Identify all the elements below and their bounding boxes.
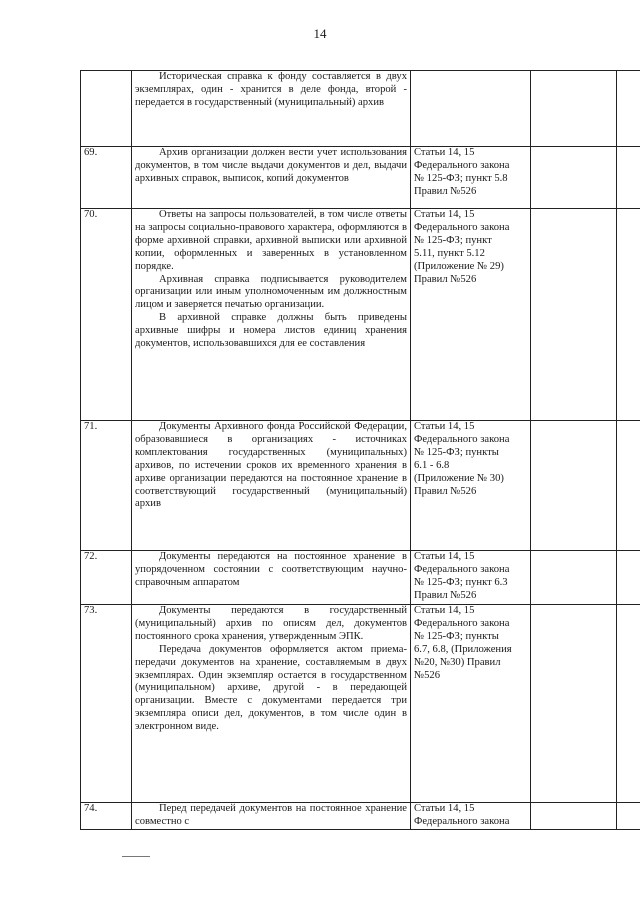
requirement-paragraph: Перед передачей документов на постоянное хранение совместно с bbox=[135, 803, 407, 827]
legal-reference-line: Статьи 14, 15 bbox=[414, 421, 475, 432]
legal-reference-line: Статьи 14, 15 bbox=[414, 803, 475, 814]
legal-reference-line: Федерального закона bbox=[414, 815, 510, 827]
table-row bbox=[81, 421, 640, 551]
requirement-paragraph: Передача документов оформляется актом приема-передачи документов на хранение, составляемым в двух экземплярах. Один экземпляр остается в государственном (муниципальном) архиве, другой - в передающей организации. Вместе с документами передается три экземпляра описи дел, документов, в том числе один в электронном виде. bbox=[135, 643, 407, 733]
requirement-text bbox=[132, 551, 411, 605]
requirement-text bbox=[132, 605, 411, 803]
legal-reference-line: Правил №526 bbox=[414, 273, 477, 285]
empty-cell bbox=[617, 209, 640, 421]
legal-reference-line: № 125-ФЗ; пункты bbox=[414, 630, 499, 642]
row-number: 74. bbox=[81, 803, 132, 830]
row-number: 72. bbox=[81, 551, 132, 605]
legal-reference-line: Статьи 14, 15 bbox=[414, 605, 475, 616]
empty-cell bbox=[531, 71, 617, 147]
footer-mark bbox=[122, 856, 150, 857]
empty-cell bbox=[617, 551, 640, 605]
legal-reference-line: Федерального закона bbox=[414, 221, 510, 233]
requirement-paragraph: Ответы на запросы пользователей, в том числе ответы на запросы социально-правового характера, оформляются в форме архивной справки, архивной выписки или архивной копии, оформленных и заверенных в установленном порядке. bbox=[135, 209, 407, 272]
requirement-paragraph: Архивная справка подписывается руководителем организации или иным уполномоченным им должностным лицом и заверяется печатью организации. bbox=[135, 273, 407, 311]
table-body bbox=[81, 71, 640, 830]
table-row bbox=[81, 147, 640, 209]
requirement-paragraph: Документы передаются в государственный (муниципальный) архив по описям дел, документов постоянного срока хранения, утвержденным ЭПК. bbox=[135, 605, 407, 642]
legal-reference-line: № 125-ФЗ; пункт 6.3 bbox=[414, 576, 508, 588]
empty-cell bbox=[617, 147, 640, 209]
legal-reference-line: Правил №526 bbox=[414, 185, 477, 197]
legal-reference-line: (Приложение № 29) bbox=[414, 260, 504, 272]
empty-cell bbox=[531, 803, 617, 830]
legal-reference-line: №526 bbox=[414, 669, 440, 681]
empty-cell bbox=[617, 421, 640, 551]
legal-reference-line: Федерального закона bbox=[414, 617, 510, 629]
legal-reference bbox=[411, 147, 531, 209]
legal-reference bbox=[411, 605, 531, 803]
legal-reference bbox=[411, 551, 531, 605]
row-number: 71. bbox=[81, 421, 132, 551]
table-row bbox=[81, 551, 640, 605]
requirement-paragraph: Историческая справка к фонду составляется в двух экземплярах, один - хранится в деле фонда, второй - передается в государственный (муниципальный) архив bbox=[135, 71, 407, 108]
empty-cell bbox=[617, 803, 640, 830]
requirements-table bbox=[80, 70, 640, 830]
empty-cell bbox=[531, 209, 617, 421]
empty-cell bbox=[531, 551, 617, 605]
legal-reference-line: 6.7, 6.8, (Приложения bbox=[414, 643, 512, 655]
legal-reference-line: № 125-ФЗ; пункты bbox=[414, 446, 499, 458]
legal-reference bbox=[411, 209, 531, 421]
legal-reference-line: №20, №30) Правил bbox=[414, 656, 501, 668]
legal-reference-line: Федерального закона bbox=[414, 433, 510, 445]
requirement-text bbox=[132, 209, 411, 421]
legal-reference-line: Правил №526 bbox=[414, 485, 477, 497]
requirement-text bbox=[132, 803, 411, 830]
empty-cell bbox=[531, 147, 617, 209]
requirement-text bbox=[132, 71, 411, 147]
legal-reference-line: 6.1 - 6.8 bbox=[414, 459, 450, 471]
row-number: 69. bbox=[81, 147, 132, 209]
page-number: 14 bbox=[313, 26, 327, 41]
legal-reference-line: Федерального закона bbox=[414, 159, 510, 171]
legal-reference-line: Статьи 14, 15 bbox=[414, 551, 475, 562]
legal-reference-line: Статьи 14, 15 bbox=[414, 209, 475, 220]
table-row bbox=[81, 71, 640, 147]
requirement-paragraph: Документы Архивного фонда Российской Федерации, образовавшиеся в организациях - источниках комплектования государственных (муниципальных) архивов, по истечении сроков их временного хранения в архиве организации передаются на постоянное хранение в соответствующий государственный (муниципальный) архив bbox=[135, 421, 407, 510]
table-row bbox=[81, 209, 640, 421]
requirement-paragraph: Архив организации должен вести учет использования документов, в том числе выдачи документов и дел, выдачи архивных справок, выписок, копий документов bbox=[135, 147, 407, 184]
legal-reference-line: 5.11, пункт 5.12 bbox=[414, 247, 485, 259]
legal-reference bbox=[411, 803, 531, 830]
requirement-paragraph: Документы передаются на постоянное хранение в упорядоченном состоянии с соответствующим научно-справочным аппаратом bbox=[135, 551, 407, 588]
legal-reference-line: Федерального закона bbox=[414, 563, 510, 575]
legal-reference bbox=[411, 421, 531, 551]
empty-cell bbox=[617, 605, 640, 803]
legal-reference-line: Правил №526 bbox=[414, 589, 477, 601]
table-row bbox=[81, 803, 640, 830]
empty-cell bbox=[531, 605, 617, 803]
row-number: 73. bbox=[81, 605, 132, 803]
legal-reference-line: № 125-ФЗ; пункт bbox=[414, 234, 492, 246]
requirement-text bbox=[132, 147, 411, 209]
row-number: 70. bbox=[81, 209, 132, 421]
empty-cell bbox=[617, 71, 640, 147]
requirement-paragraph: В архивной справке должны быть приведены архивные шифры и номера листов единиц хранения документов, использовавшихся для ее составления bbox=[135, 312, 407, 350]
legal-reference-line: (Приложение № 30) bbox=[414, 472, 504, 484]
requirement-text bbox=[132, 421, 411, 551]
empty-cell bbox=[531, 421, 617, 551]
table-row bbox=[81, 605, 640, 803]
legal-reference-line: Статьи 14, 15 bbox=[414, 147, 475, 158]
row-number bbox=[81, 71, 132, 147]
legal-reference-line: № 125-ФЗ; пункт 5.8 bbox=[414, 172, 508, 184]
legal-reference bbox=[411, 71, 531, 147]
